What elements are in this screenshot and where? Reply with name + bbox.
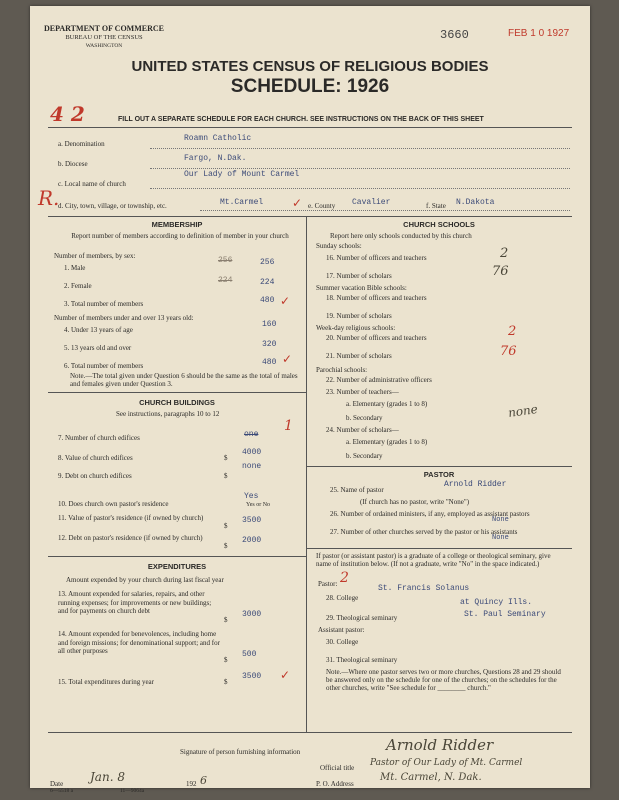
q23-label: 23. Number of teachers— xyxy=(326,388,399,396)
q11-value: 3500 xyxy=(242,516,262,525)
dept-name: DEPARTMENT OF COMMERCE xyxy=(44,24,165,33)
q22-label: 22. Number of administrative officers xyxy=(326,376,432,384)
denomination-label: a. Denomination xyxy=(58,140,105,148)
q17-value: 76 xyxy=(492,264,509,279)
q10-label: 10. Does church own pastor's residence xyxy=(58,500,169,508)
q26-label: 26. Number of ordained ministers, if any, employed as assistant pastors xyxy=(330,510,530,518)
q27-label: 27. Number of other churches served by the pastor or his assistants xyxy=(330,528,518,536)
summer-label: Summer vacation Bible schools: xyxy=(316,284,407,292)
q30-label: 30. College xyxy=(326,638,359,646)
q25-label: 25. Name of pastor xyxy=(330,486,384,494)
local-name-value: Our Lady of Mount Carmel xyxy=(184,170,300,179)
q15-value: 3500 xyxy=(242,672,262,681)
received-stamp: FEB 1 0 1927 xyxy=(508,28,570,39)
form-title: UNITED STATES CENSUS OF RELIGIOUS BODIES xyxy=(131,58,489,75)
q24a-label: a. Elementary (grades 1 to 8) xyxy=(346,438,428,446)
dollar-sign: $ xyxy=(224,522,228,530)
q8-label: 8. Value of church edifices xyxy=(58,454,133,462)
po-address-label: P. O. Address xyxy=(316,780,354,788)
weekday-label: Week-day religious schools: xyxy=(316,324,396,332)
q23b-label: b. Secondary xyxy=(346,414,383,422)
age-intro: Number of members under and over 13 years old: xyxy=(54,314,194,322)
q25-sub: (If church has no pastor, write "None") xyxy=(360,498,470,506)
q21-value: 76 xyxy=(500,344,517,359)
local-name-label: c. Local name of church xyxy=(58,180,126,188)
pastor-note: Note.—Where one pastor serves two or more churches, Questions 28 and 29 should be answered only on the schedule for one of the churches; on the schedules for the other churches, write "See schedule for ________ church." xyxy=(326,668,561,692)
q1-label: 1. Male xyxy=(64,264,86,272)
q14-label: 14. Amount expended for benevolences, including home and foreign missions; for denominational support; and for all other purposes xyxy=(58,630,220,655)
q17-label: 17. Number of scholars xyxy=(326,272,392,280)
parochial-label: Parochial schools: xyxy=(316,366,368,374)
by-sex-label: Number of members, by sex: xyxy=(54,252,136,260)
department-header xyxy=(44,24,164,51)
po-address-value: Mt. Carmel, N. Dak. xyxy=(380,772,482,783)
expenditures-title: EXPENDITURES xyxy=(147,562,207,571)
diocese-label: b. Diocese xyxy=(58,160,88,168)
q28-value-2: at Quincy Ills. xyxy=(460,598,533,607)
county-label: e. County xyxy=(308,202,336,210)
dollar-sign: $ xyxy=(224,656,228,664)
q7-label: 7. Number of church edifices xyxy=(58,434,140,442)
city-label: d. City, town, village, or township, etc. xyxy=(58,202,167,210)
year-prefix: 192 xyxy=(186,780,197,788)
pastor-title: PASTOR xyxy=(423,470,455,479)
q12-label: 12. Debt on pastor's residence (if owned by church) xyxy=(58,534,203,542)
q27-value: None xyxy=(492,534,509,542)
q3-label: 3. Total number of members xyxy=(64,300,144,308)
q4-label: 4. Under 13 years of age xyxy=(64,326,133,334)
q1-old: 256 xyxy=(218,256,233,265)
denomination-value: Roamn Catholic xyxy=(184,134,252,143)
schedule-title: SCHEDULE: 1926 xyxy=(230,76,390,97)
membership-note: Note.—The total given under Question 6 should be the same as the total of males and females given under Question 3. xyxy=(70,372,298,388)
date-label: Date xyxy=(50,780,64,788)
official-title-label: Official title xyxy=(320,764,355,772)
check-mark: ✓ xyxy=(280,668,291,682)
q2-old: 224 xyxy=(218,276,233,285)
q29-value: St. Paul Seminary xyxy=(464,610,546,619)
graduate-note: If pastor (or assistant pastor) is a graduate of a college or theological seminary, give name of institution below. (If not a graduate, write "No" in the space indicated.) xyxy=(316,552,551,568)
check-mark: ✓ xyxy=(292,196,303,210)
q18-label: 18. Number of officers and teachers xyxy=(326,294,427,302)
q20-label: 20. Number of officers and teachers xyxy=(326,334,427,342)
dollar-sign: $ xyxy=(224,542,228,550)
none-handwritten: none xyxy=(507,401,539,421)
form-number: 6—5518 a xyxy=(50,788,74,794)
q9-value: none xyxy=(242,462,262,471)
city-value: Mt.Carmel xyxy=(220,198,264,207)
census-schedule-sheet xyxy=(30,6,590,794)
q5-label: 5. 13 years old and over xyxy=(64,344,132,352)
q31-label: 31. Theological seminary xyxy=(326,656,398,664)
q5-value: 320 xyxy=(262,340,277,349)
q10-sub: Yes or No xyxy=(246,502,271,508)
membership-intro: Report number of members according to definition of member in your church xyxy=(71,232,289,240)
year-handwritten: 6 xyxy=(200,774,207,787)
pastor-handwritten: 2 xyxy=(340,570,349,586)
pastor-label: Pastor: xyxy=(318,580,338,588)
sunday-label: Sunday schools: xyxy=(316,242,362,250)
diocese-value: Fargo, N.Dak. xyxy=(184,154,247,163)
dollar-sign: $ xyxy=(224,678,228,686)
q10-value: Yes xyxy=(244,492,259,501)
buildings-title: CHURCH BUILDINGS xyxy=(139,398,215,407)
state-label: f. State xyxy=(426,202,446,210)
q3-value: 480 xyxy=(260,296,275,305)
q28-label: 28. College xyxy=(326,594,359,602)
dollar-sign: $ xyxy=(224,454,228,462)
bureau-name: BUREAU OF THE CENSUS xyxy=(65,34,143,41)
q23a-label: a. Elementary (grades 1 to 8) xyxy=(346,400,428,408)
q15-label: 15. Total expenditures during year xyxy=(58,678,154,686)
membership-title: MEMBERSHIP xyxy=(151,220,203,229)
instruction-line: FILL OUT A SEPARATE SCHEDULE FOR EACH CHURCH. SEE INSTRUCTIONS ON THE BACK OF THIS SHEET xyxy=(118,116,484,123)
q1-value: 256 xyxy=(260,258,275,267)
q25-value: Arnold Ridder xyxy=(444,480,507,489)
schools-title: CHURCH SCHOOLS xyxy=(403,220,475,229)
expenditures-sub: Amount expended by your church during last fiscal year xyxy=(66,576,224,584)
q16-label: 16. Number of officers and teachers xyxy=(326,254,427,262)
q21-label: 21. Number of scholars xyxy=(326,352,392,360)
q8-value: 4000 xyxy=(242,448,262,457)
assistant-label: Assistant pastor: xyxy=(318,626,365,634)
q13-value: 3000 xyxy=(242,610,262,619)
dollar-sign: $ xyxy=(224,472,228,480)
q2-label: 2. Female xyxy=(64,282,92,290)
q19-label: 19. Number of scholars xyxy=(326,312,392,320)
q13-label: 13. Amount expended for salaries, repairs, and other running expenses; for improvements or new buildings; and for payments on church debt xyxy=(58,590,212,615)
dollar-sign: $ xyxy=(224,616,228,624)
county-value: Cavalier xyxy=(352,198,391,207)
q6-value: 480 xyxy=(262,358,277,367)
schedule-number: 3660 xyxy=(440,28,469,42)
q26-value: None xyxy=(492,516,509,524)
state-value: N.Dakota xyxy=(456,198,495,207)
q6-label: 6. Total number of members xyxy=(64,362,144,370)
city-name: WASHINGTON xyxy=(85,43,123,49)
buildings-sub: See instructions, paragraphs 10 to 12 xyxy=(116,410,220,418)
q2-value: 224 xyxy=(260,278,275,287)
q7-value: one xyxy=(244,430,259,439)
q14-value: 500 xyxy=(242,650,257,659)
q28-value: St. Francis Solanus xyxy=(378,584,470,593)
q4-value: 160 xyxy=(262,320,277,329)
signature-value: Arnold Ridder xyxy=(386,736,494,754)
print-number: 11—9064a xyxy=(120,788,145,794)
q16-value: 2 xyxy=(500,246,509,261)
check-mark: ✓ xyxy=(280,294,291,308)
signature-label: Signature of person furnishing information xyxy=(180,748,301,756)
q7-handwritten: 1 xyxy=(284,418,293,434)
q9-label: 9. Debt on church edifices xyxy=(58,472,132,480)
handwritten-r-mark: R. xyxy=(38,186,60,210)
q11-label: 11. Value of pastor's residence (if owned by church) xyxy=(58,514,204,522)
handwritten-code: 4 2 xyxy=(50,102,85,126)
date-value: Jan. 8 xyxy=(90,770,125,784)
official-title-value: Pastor of Our Lady of Mt. Carmel xyxy=(370,758,523,768)
schools-sub: Report here only schools conducted by this church xyxy=(330,232,472,240)
q29-label: 29. Theological seminary xyxy=(326,614,398,622)
q24-label: 24. Number of scholars— xyxy=(326,426,399,434)
q24b-label: b. Secondary xyxy=(346,452,383,460)
check-mark: ✓ xyxy=(282,352,293,366)
q20-value: 2 xyxy=(508,324,517,339)
q12-value: 2000 xyxy=(242,536,262,545)
